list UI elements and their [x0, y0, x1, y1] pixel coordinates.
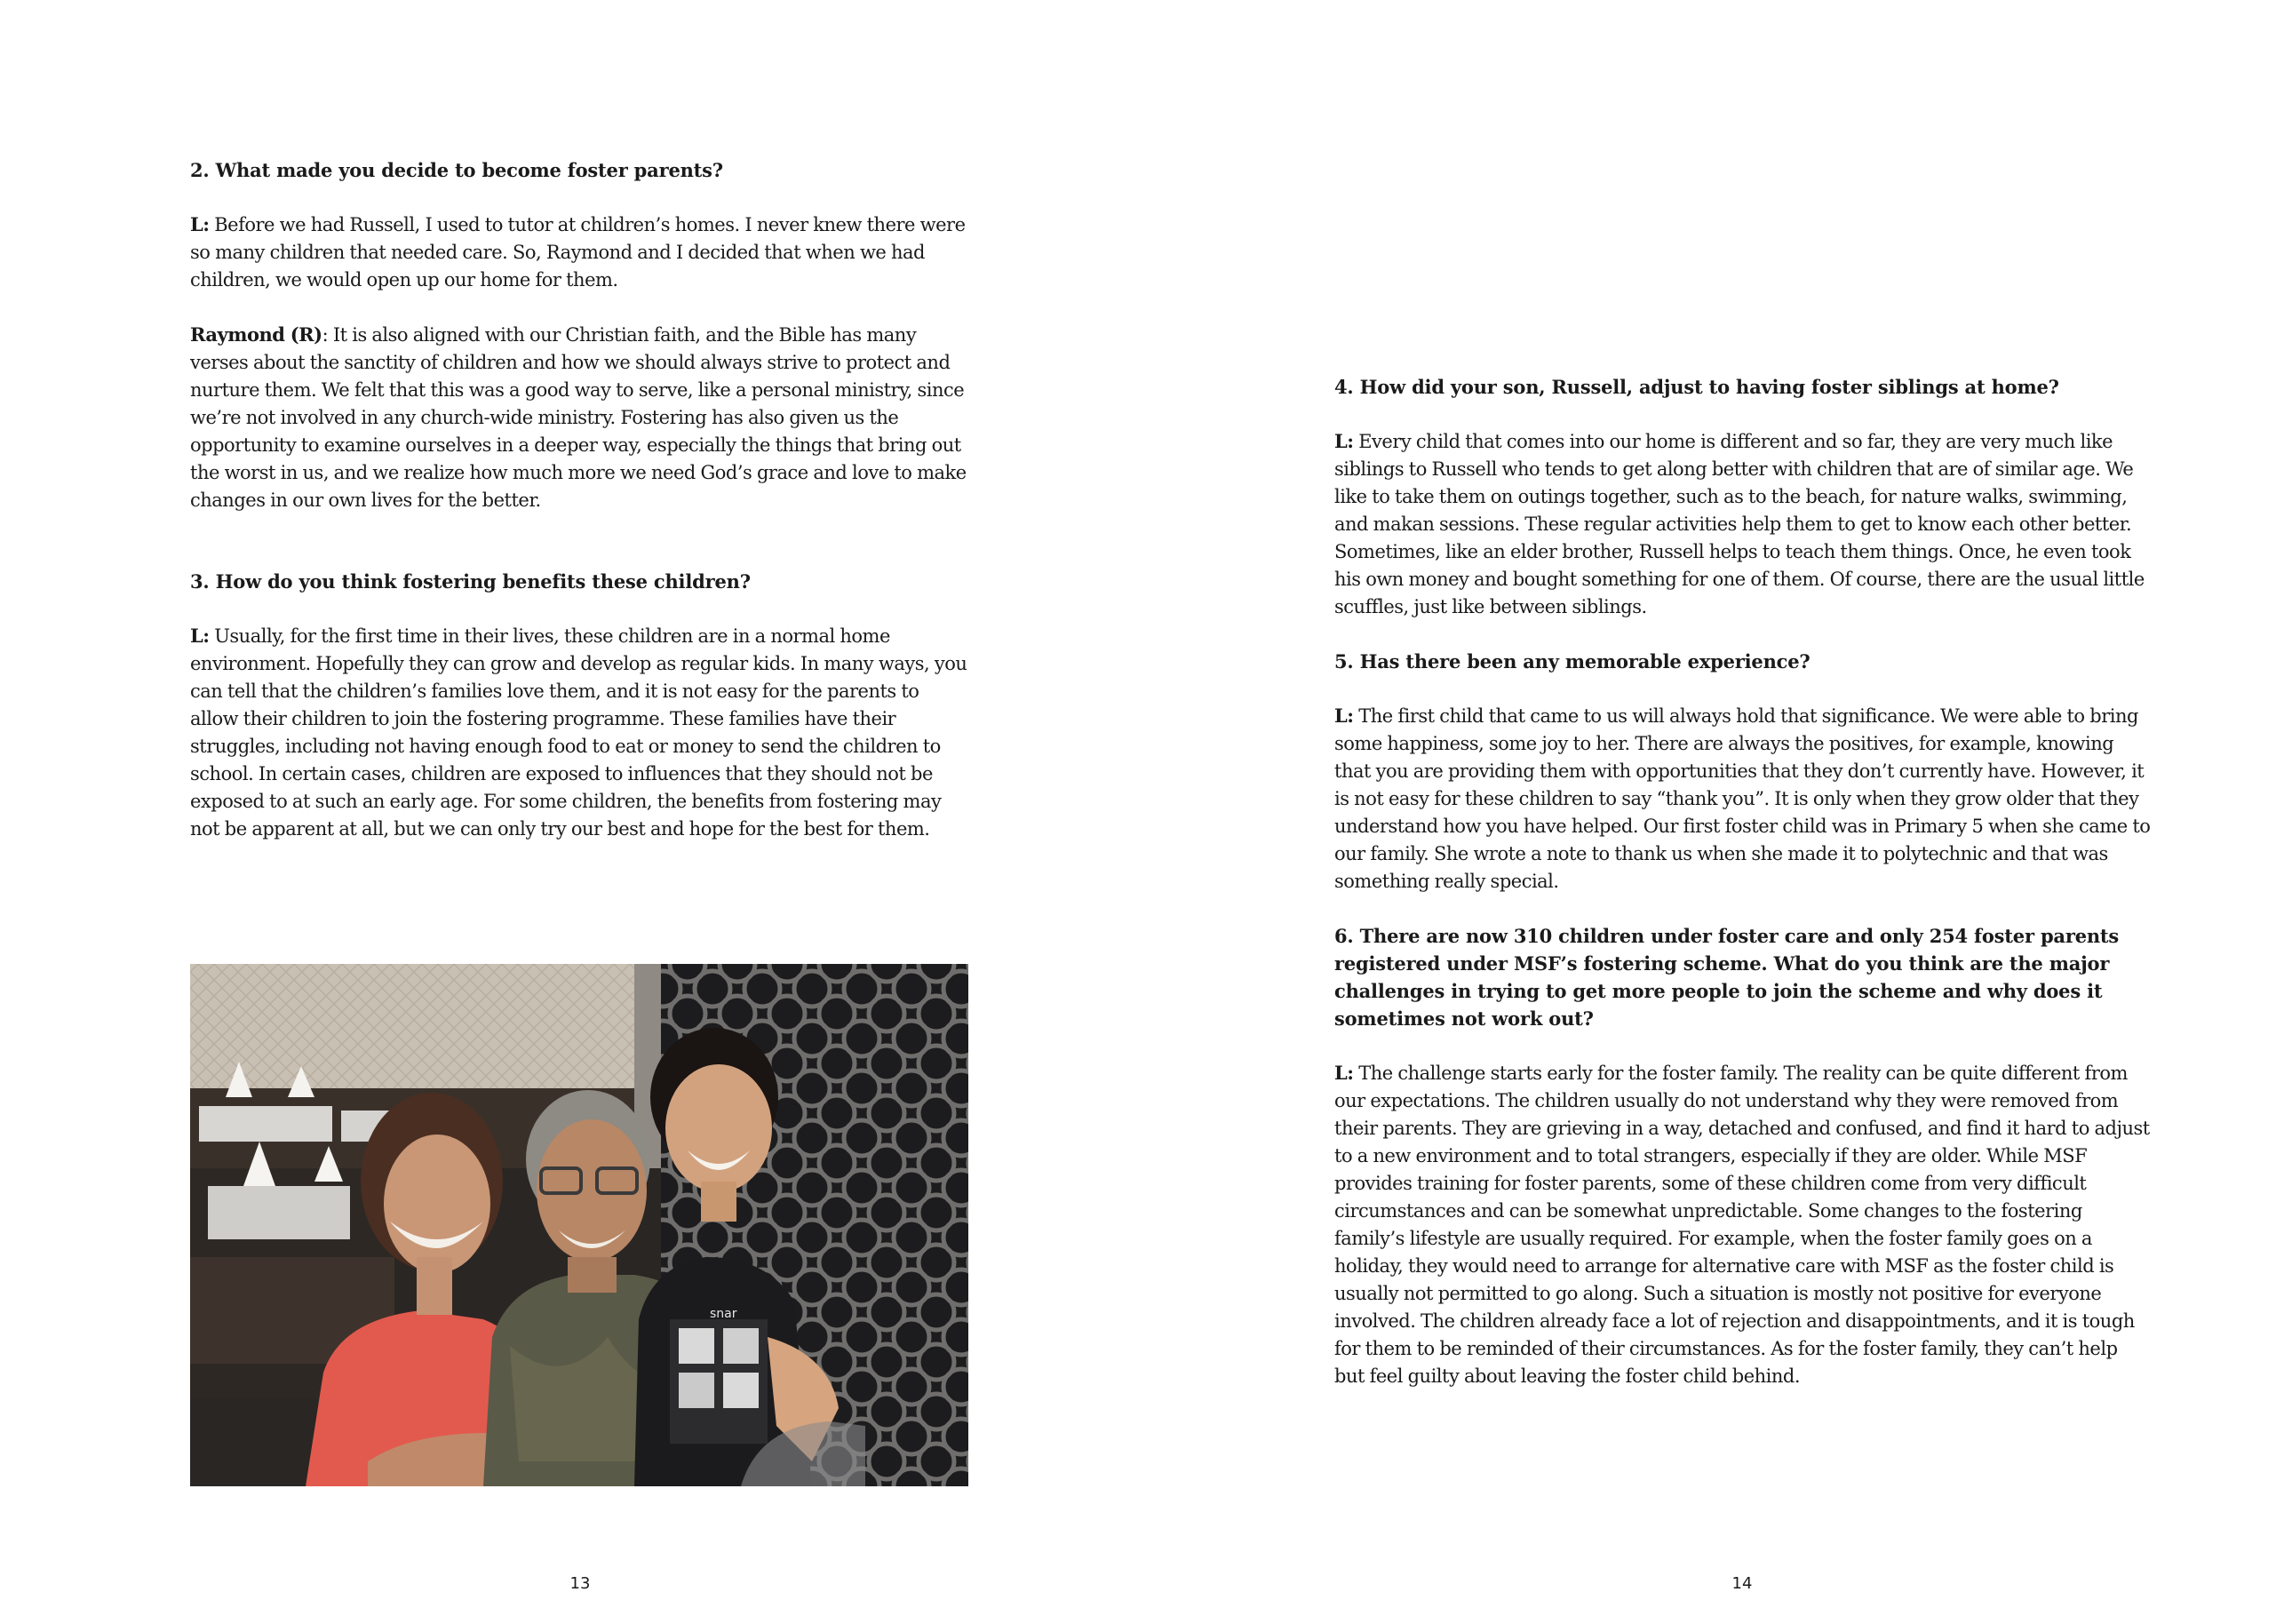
answer-text: Before we had Russell, I used to tutor at children’s homes. I never knew there were so many children that needed care. So, Raymond and I decided that when we had children, we would open up our home for them.	[190, 214, 966, 291]
answer-6-l	[1334, 1059, 2152, 1390]
page-number-14: 14	[1731, 1574, 1753, 1593]
speaker-label: L:	[1334, 705, 1354, 727]
right-page	[1146, 0, 2292, 1624]
speaker-label: L:	[1334, 1062, 1354, 1084]
question-6-heading: 6. There are now 310 children under foster care and only 254 foster parents registered under MSF’s fostering scheme. What do you think are the major challenges in trying to get more people to join the scheme and why does it sometimes not work out?	[1334, 925, 2120, 1030]
tshirt-text: snar	[710, 1307, 737, 1321]
family-photo	[190, 964, 968, 1486]
speaker-label: L:	[1334, 430, 1354, 452]
right-column	[1334, 373, 2152, 1390]
speaker-label: L:	[190, 213, 210, 235]
speaker-label: Raymond (R)	[190, 323, 322, 346]
answer-text: : It is also aligned with our Christian faith, and the Bible has many verses about the sanctity of children and how we should always strive to protect and nurture them. We felt that this was a good way to serve, like a personal ministry, since we’re not involved in any church-wide ministry. Fostering has also given us the opportunity to examine ourselves in a deeper way, especially the things that bring out the worst in us, and we realize how much more we need God’s grace and love to make changes in our own lives for the better.	[190, 324, 967, 511]
answer-2-l	[190, 211, 972, 294]
question-4-heading: 4. How did your son, Russell, adjust to having foster siblings at home?	[1334, 376, 2059, 398]
question-3-heading: 3. How do you think fostering benefits these children?	[190, 570, 751, 593]
answer-5-l	[1334, 702, 2152, 896]
answer-3-l	[190, 622, 972, 843]
answer-text: The first child that came to us will always hold that significance. We were able to bring some happiness, some joy to her. There are always the positives, for example, knowing that you are providing them with opportunities that they don’t currently have. However, it is not easy for these children to say “thank you”. It is only when they grow older that they understand how you have helped. Our first foster child was in Primary 5 when she came to our family. She wrote a note to thank us when she made it to polytechnic and that was something really special.	[1334, 705, 2151, 892]
answer-2-r	[190, 321, 972, 514]
answer-text: Usually, for the first time in their lives, these children are in a normal home environment. Hopefully they can grow and develop as regular kids. In many ways, you can tell that the children’s families love them, and it is not easy for the parents to allow their children to join the fostering programme. These families have their struggles, including not having enough food to eat or money to send the children to school. In certain cases, children are exposed to influences that they should not be exposed to at such an early age. For some children, the benefits from fostering may not be apparent at all, but we can only try our best and hope for the best for them.	[190, 625, 967, 840]
left-column	[190, 156, 972, 843]
answer-4-l	[1334, 427, 2152, 621]
speaker-label: L:	[190, 625, 210, 647]
answer-text: Every child that comes into our home is different and so far, they are very much like siblings to Russell who tends to get along better with children that are of similar age. We like to take them on outings together, such as to the beach, for nature walks, swimming, and makan sessions. These regular activities help them to get to know each other better. Sometimes, like an elder brother, Russell helps to teach them things. Once, he even took his own money and bought something for one of them. Of course, there are the usual little scuffles, just like between siblings.	[1334, 431, 2145, 617]
question-5-heading: 5. Has there been any memorable experience?	[1334, 650, 1811, 673]
page-number-13: 13	[569, 1574, 591, 1593]
question-2-heading: 2. What made you decide to become foster parents?	[190, 159, 723, 181]
answer-text: The challenge starts early for the foster family. The reality can be quite different from our expectations. The children usually do not understand why they were removed from their parents. They are grieving in a way, detached and confused, and find it hard to adjust to a new environment and to total strangers, especially if they are older. While MSF provides training for foster parents, some of these children come from very difficult circumstances and can be somewhat unpredictable. Some changes to the fostering family’s lifestyle are usually required. For example, when the foster family goes on a holiday, they would need to arrange for alternative care with MSF as the foster child is usually not permitted to go along. Such a situation is mostly not positive for everyone involved. The children already face a lot of rejection and disappointments, and it is tough for them to be reminded of their circumstances. As for the foster family, they can’t help but feel guilty about leaving the foster child behind.	[1334, 1063, 2150, 1387]
